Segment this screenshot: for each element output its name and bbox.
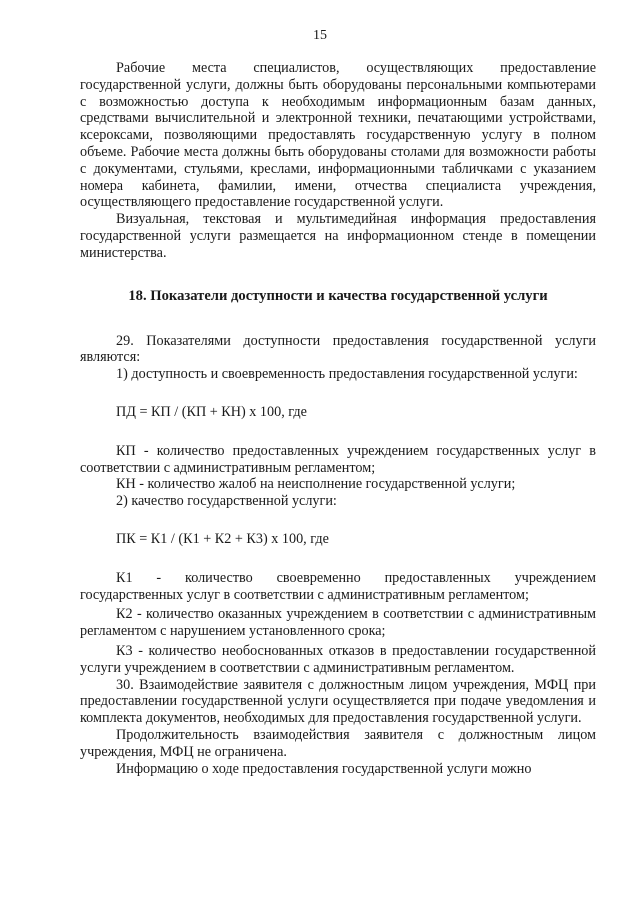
definition-k3: К3 - количество необоснованных отказов в предоставлении государственной услуги учреждением в соответствии с административным регламентом. xyxy=(80,642,596,676)
definition-k2: К2 - количество оказанных учреждением в соответствии с административным регламентом с нарушением установленного срока; xyxy=(80,606,596,640)
paragraph-29: 29. Показателями доступности предоставления государственной услуги являются: xyxy=(80,332,596,366)
paragraph-30: 30. Взаимодействие заявителя с должностным лицом учреждения, МФЦ при предоставлении государственной услуги осуществляется при подаче уведомления и комплекта документов, необходимых для предоставления государственной услуги. xyxy=(80,676,596,727)
definition-kp: КП - количество предоставленных учреждением государственных услуг в соответствии с административным регламентом; xyxy=(80,442,596,476)
paragraph-info-stand: Визуальная, текстовая и мультимедийная информация предоставления государственной услуги размещается на информационном стенде в помещении министерства. xyxy=(80,211,596,261)
definition-kn: КН - количество жалоб на неисполнение государственной услуги; xyxy=(116,476,516,493)
paragraph-workplaces: Рабочие места специалистов, осуществляющих предоставление государственной услуги, должны быть оборудованы персональными компьютерами с возможностью доступа к необходимым информационным базам данных, средствами вычислительной и электронной техники, печатающими устройствами, ксероксами, позволяющими предоставлять государственную услугу в полном объеме. Рабочие места должны быть оборудованы столами для возможности работы с документами, стульями, креслами, информационными табличками с указанием номера кабинета, фамилии, имени, отчества специалиста учреждения, осуществляющего предоставление государственной услуги. xyxy=(80,60,596,211)
paragraph-duration: Продолжительность взаимодействия заявителя с должностным лицом учреждения, МФЦ не ограничена. xyxy=(80,726,596,760)
page-number: 15 xyxy=(313,28,327,43)
paragraph-progress-info: Информацию о ходе предоставления государственной услуги можно xyxy=(116,760,532,777)
formula-pd: ПД = КП / (КП + КН) х 100, где xyxy=(116,403,307,420)
list-item-availability: 1) доступность и своевременность предоставления государственной услуги: xyxy=(116,366,578,383)
list-item-quality: 2) качество государственной услуги: xyxy=(116,493,337,510)
section-heading: 18. Показатели доступности и качества государственной услуги xyxy=(128,287,548,304)
formula-pk: ПК = К1 / (К1 + К2 + К3) х 100, где xyxy=(116,530,329,547)
document-body xyxy=(80,60,596,777)
definition-k1: К1 - количество своевременно предоставленных учреждением государственных услуг в соответствии с административным регламентом; xyxy=(80,569,596,603)
